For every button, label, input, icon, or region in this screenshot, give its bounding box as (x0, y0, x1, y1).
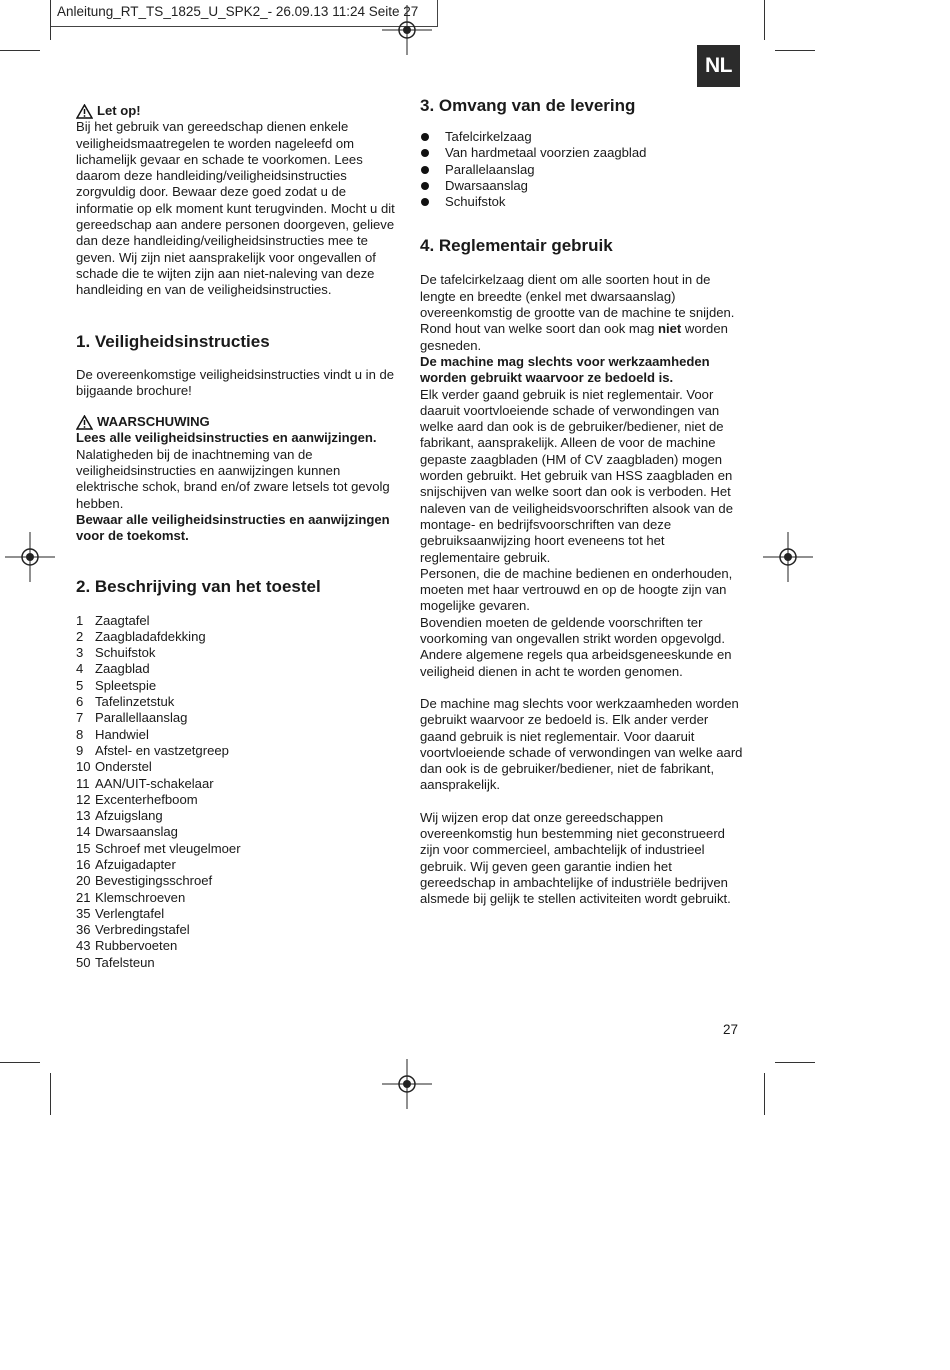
warning-triangle-icon (76, 104, 93, 119)
section-1-text: De overeenkomstige veiligheidsinstructies vindt u in de bijgaande brochure! (76, 366, 395, 398)
caution-text: Bij het gebruik van gereedschap dienen enkele veiligheidsmaatregelen te worden nageleefd om lichamelijk gevaar en schade te voorkomen. Lees daarom deze handleiding/veiligheidsinstructies zorgvuldig door. Bewaar deze goed zodat u de informatie op elk moment kunt terugvinden. Mocht u dit gereedschap aan andere personen doorgeven, gelieve dan deze handleiding/veiligheidsinstructies mee te geven. Wij zijn niet aansprakelijk voor ongevallen of schade die te wijten zijn aan niet-naleving van deze handleiding en van de veiligheidsinstructies. (76, 119, 395, 298)
list-item: 8 Handwiel (76, 726, 149, 742)
list-item: 35 Verlengtafel (76, 905, 165, 921)
list-item: 15 Schroef met vleugelmoer (76, 840, 241, 856)
list-item: 2 Zaagbladafdekking (76, 628, 206, 644)
left-column (76, 103, 396, 971)
bullet-icon (421, 166, 429, 174)
section-1-title: 1. Veiligheidsinstructies (76, 331, 270, 351)
registration-mark-icon (5, 532, 55, 582)
list-item: 20 Bevestigingsschroef (76, 873, 213, 889)
list-item: Parallelaanslag (420, 162, 745, 178)
warning-instruction: Lees alle veiligheidsinstructies en aanwijzingen. (76, 430, 377, 446)
bullet-icon (421, 182, 429, 190)
bullet-icon (421, 198, 429, 206)
list-item: 21 Klemschroeven (76, 889, 186, 905)
crop-mark (0, 50, 40, 51)
usage-paragraph: Personen, die de machine bedienen en onderhouden, moeten met haar vertrouwd en op de hoogte zijn van mogelijke gevaren. (420, 565, 733, 614)
usage-paragraph: Elk verder gaand gebruik is niet reglementair. Voor daaruit voortvloeiende schade of verwondingen van welke aard dan ook is de gebruiker/bediener, niet de fabrikant, aansprakelijk. Alleen de voor de machine gepaste zaagbladen (HM of CV zaagbladen) mogen worden gebruikt. Het gebruik van HSS zaagbladen en snijschijven van welke soort dan ook is verboden. Het naleven van de veiligheidsvoorschriften alsook van de montage- en bedrijfsvoorschriften van deze gebruiksaanwijzing hoort eveneens tot het reglementaire gebruik. (420, 386, 733, 565)
usage-paragraph: Wij wijzen erop dat onze gereedschappen overeenkomstig hun bestemming niet geconstrueerd zijn voor commercieel, ambachtelijk of industrieel gebruik. Wij geven geen garantie indien het gereedschap in ambachtelijke of industriële bedrijven alsmede bij gelijk te stellen activiteiten wordt gebruikt. (420, 809, 731, 907)
list-item: 36 Verbredingstafel (76, 922, 190, 938)
list-item: 7 Parallellaanslag (76, 710, 188, 726)
list-item: Van hardmetaal voorzien zaagblad (420, 145, 745, 161)
bullet-icon (421, 149, 429, 157)
bullet-icon (421, 133, 429, 141)
list-item: Dwarsaanslag (420, 178, 745, 194)
crop-mark (50, 1073, 51, 1115)
list-item: 11 AAN/UIT-schakelaar (76, 775, 214, 791)
language-badge: NL (697, 45, 740, 87)
registration-mark-icon (382, 1059, 432, 1109)
list-item: 10 Onderstel (76, 759, 152, 775)
section-4-title: 4. Reglementair gebruik (420, 236, 613, 256)
list-item: 12 Excenterhefboom (76, 791, 198, 807)
crop-mark (775, 1062, 815, 1063)
crop-mark (0, 1062, 40, 1063)
crop-mark (50, 0, 51, 40)
warning-text: Nalatigheden bij de inachtneming van de veiligheidsinstructies en aanwijzingen kunnen elektrische schok, brand en/of zware letsels tot gevolg hebben. (76, 446, 390, 511)
warning-title: WAARSCHUWING (97, 414, 210, 430)
section-3-title: 3. Omvang van de levering (420, 96, 636, 115)
parts-list (76, 613, 396, 972)
crop-mark (764, 0, 765, 40)
list-item: 9 Afstel- en vastzetgreep (76, 742, 229, 758)
usage-paragraph: De tafelcirkelzaag dient om alle soorten hout in de lengte en breedte (enkel met dwarsaanslag) overeenkomstig de grootte van de machine te snijden. (420, 272, 735, 321)
crop-mark (764, 1073, 765, 1115)
caution-heading (76, 103, 396, 119)
list-item: 43 Rubbervoeten (76, 938, 178, 954)
list-item: 4 Zaagblad (76, 661, 150, 677)
list-item: 16 Afzuigadapter (76, 856, 176, 872)
page-number: 27 (723, 1022, 739, 1037)
warning-triangle-icon (76, 415, 93, 430)
list-item: 5 Spleetspie (76, 677, 157, 693)
list-item: 1 Zaagtafel (76, 612, 150, 628)
warning-heading (76, 414, 396, 430)
usage-paragraph: Rond hout van welke soort dan ook mag niet worden gesneden. (420, 321, 728, 353)
list-item: 13 Afzuigslang (76, 808, 163, 824)
usage-paragraph-bold: De machine mag slechts voor werkzaamheden worden gebruikt waarvoor ze bedoeld is. (420, 353, 710, 386)
list-item: Schuifstok (420, 194, 745, 210)
list-item: 14 Dwarsaanslag (76, 824, 178, 840)
usage-paragraph: De machine mag slechts voor werkzaamheden worden gebruikt waarvoor ze bedoeld is. Elk ander verder gaand gebruik is niet reglementair. Voor daaruit voortvloeiende schade of verwondingen van welke aard dan ook is de gebruiker/bediener, niet de fabrikant, aansprakelijk. (420, 695, 743, 793)
list-item: 6 Tafelinzetstuk (76, 694, 175, 710)
list-item: Tafelcirkelzaag (420, 129, 745, 145)
list-item: 50 Tafelsteun (76, 954, 155, 970)
right-column (420, 96, 745, 907)
registration-mark-icon (763, 532, 813, 582)
section-2-title: 2. Beschrijving van het toestel (76, 576, 321, 596)
delivery-list (420, 129, 745, 210)
caution-title: Let op! (97, 103, 141, 118)
warning-keep-instructions: Bewaar alle veiligheidsinstructies en aanwijzingen voor de toekomst. (76, 511, 390, 544)
registration-mark-icon (382, 5, 432, 55)
crop-mark (775, 50, 815, 51)
usage-paragraph: Bovendien moeten de geldende voorschriften ter voorkoming van ongevallen strikt worden opgevolgd. Andere algemene regels qua arbeidsgeneeskunde en veiligheid dienen in acht te worden genomen. (420, 614, 732, 679)
list-item: 3 Schuifstok (76, 645, 156, 661)
header-slug: Anleitung_RT_TS_1825_U_SPK2_- 26.09.13 11:24 Seite 27 (57, 4, 419, 19)
